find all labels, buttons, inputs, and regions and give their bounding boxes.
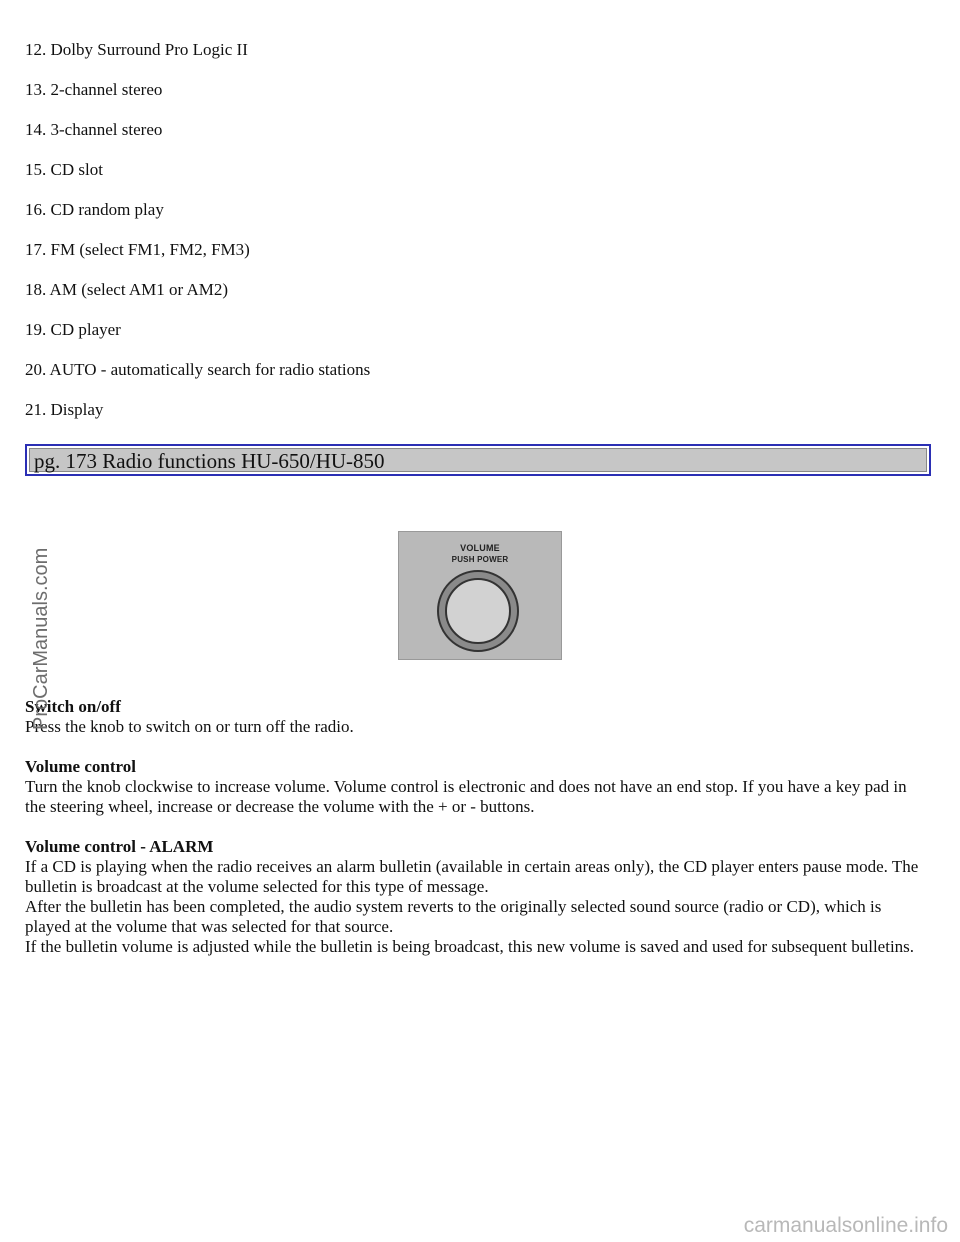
section-heading: Switch on/off bbox=[25, 697, 121, 716]
list-item: 21. Display bbox=[25, 400, 104, 419]
section-paragraph: If the bulletin volume is adjusted while the bulletin is being broadcast, this new volume is saved and used for subsequent bulletins. bbox=[25, 937, 915, 956]
volume-knob-figure bbox=[398, 531, 562, 660]
list-item: 15. CD slot bbox=[25, 160, 103, 179]
banner-title: pg. 173 Radio functions HU-650/HU-850 bbox=[29, 448, 927, 472]
list-item: 14. 3-channel stereo bbox=[25, 120, 163, 139]
list-item: 16. CD random play bbox=[25, 200, 164, 219]
content-sections bbox=[25, 697, 930, 977]
knob-face bbox=[445, 578, 511, 644]
section-paragraph: After the bulletin has been completed, the audio system reverts to the originally selected sound source (radio or CD), which is played at the volume that was selected for that source. bbox=[25, 897, 882, 936]
figure-label-volume: VOLUME bbox=[460, 543, 500, 553]
section-volume-alarm bbox=[25, 837, 930, 957]
feature-list bbox=[25, 40, 370, 440]
section-paragraph: Press the knob to switch on or turn off the radio. bbox=[25, 717, 354, 736]
section-switch-on-off bbox=[25, 697, 930, 737]
volume-knob-icon bbox=[437, 570, 519, 652]
list-item: 18. AM (select AM1 or AM2) bbox=[25, 280, 229, 299]
section-heading: Volume control bbox=[25, 757, 136, 776]
section-paragraph: If a CD is playing when the radio receives an alarm bulletin (available in certain areas only), the CD player enters pause mode. The bulletin is broadcast at the volume selected for this type of message. bbox=[25, 857, 919, 896]
section-paragraph: Turn the knob clockwise to increase volume. Volume control is electronic and does not have an end stop. If you have a key pad in the steering wheel, increase or decrease the volume with the + or - buttons. bbox=[25, 777, 907, 816]
list-item: 13. 2-channel stereo bbox=[25, 80, 163, 99]
watermark-bottom: carmanualsonline.info bbox=[743, 1214, 948, 1237]
section-volume-control bbox=[25, 757, 930, 817]
section-banner bbox=[25, 444, 931, 476]
watermark-left: ProCarManuals.com bbox=[30, 547, 52, 730]
list-item: 19. CD player bbox=[25, 320, 121, 339]
list-item: 17. FM (select FM1, FM2, FM3) bbox=[25, 240, 250, 259]
list-item: 20. AUTO - automatically search for radio stations bbox=[25, 360, 371, 379]
list-item: 12. Dolby Surround Pro Logic II bbox=[25, 40, 248, 59]
figure-label-push-power: PUSH POWER bbox=[451, 555, 509, 564]
section-heading: Volume control - ALARM bbox=[25, 837, 214, 856]
